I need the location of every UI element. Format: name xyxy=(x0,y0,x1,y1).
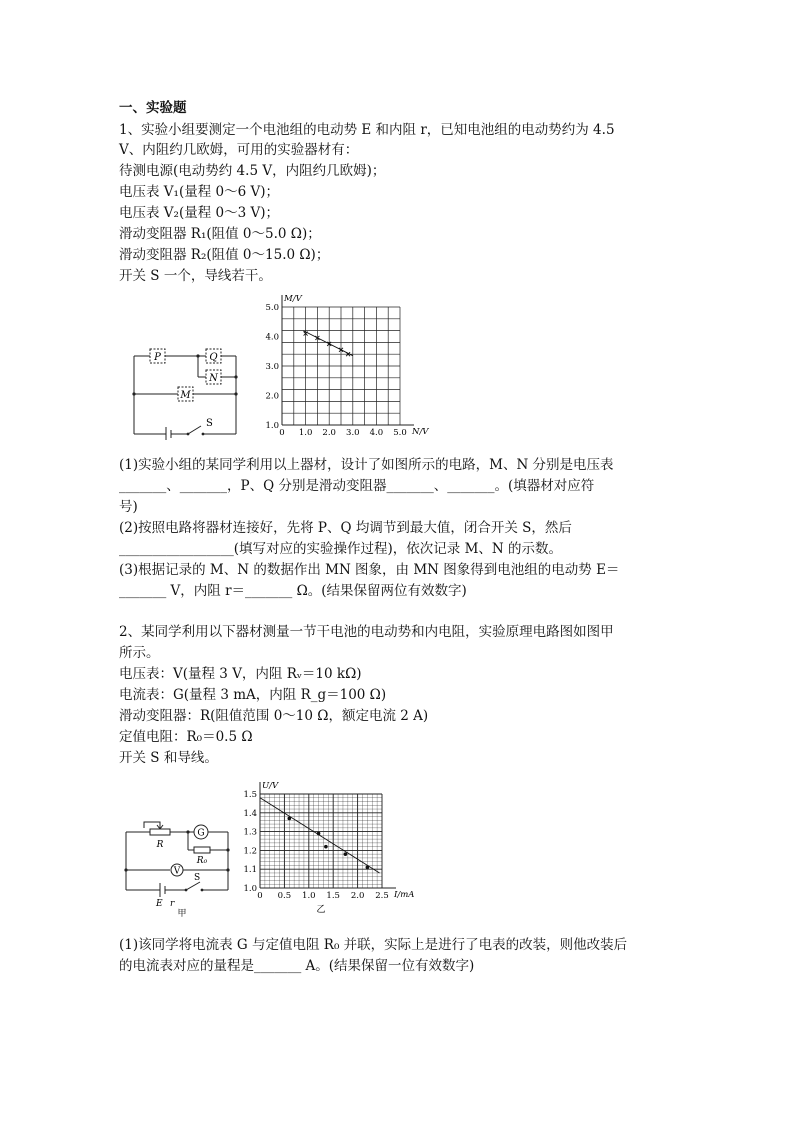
y-tick-label: 1.2 xyxy=(243,846,257,857)
label-p: P xyxy=(154,352,161,363)
x-tick-label: 1.0 xyxy=(298,428,313,438)
circuit-diagram-2 xyxy=(120,820,245,920)
x-tick-label: 4.0 xyxy=(369,428,384,438)
y-tick-label: 1.0 xyxy=(265,421,279,431)
label-m: M xyxy=(180,390,191,401)
q2-line: 2、某同学利用以下器材测量一节干电池的电动势和内电阻，实验原理电路图如图甲 xyxy=(119,624,614,640)
label-g: G xyxy=(197,828,205,839)
q1-sub-line: (3)根据记录的 M、N 的数据作出 MN 图象，由 MN 图象得到电池组的电动势 E＝ xyxy=(119,562,620,578)
q1-line: 待测电源(电动势约 4.5 V，内阻约几欧姆)； xyxy=(119,163,386,179)
x-tick-label: 2.5 xyxy=(375,891,389,901)
x-axis-label: N/V xyxy=(412,427,429,437)
q2-sub-line: 的电流表对应的量程是_______ A。(结果保留一位有效数字) xyxy=(119,958,475,974)
x-tick-label: 0.5 xyxy=(277,891,292,901)
chart-caption: 乙 xyxy=(316,905,326,915)
section-title: 一、实验题 xyxy=(119,100,187,116)
y-tick-label: 5.0 xyxy=(265,303,279,313)
q2-line: 滑动变阻器：R(阻值范围 0～10 Ω，额定电流 2 A) xyxy=(119,708,429,724)
data-point xyxy=(317,832,321,836)
q1-line: 电压表 V₂(量程 0～3 V)； xyxy=(119,205,279,221)
data-point xyxy=(287,817,291,821)
y-tick-label: 1.1 xyxy=(243,865,257,876)
q1-sub-line: _______ V，内阻 r＝_______ Ω。(结果保留两位有效数字) xyxy=(119,583,467,599)
y-tick-label: 4.0 xyxy=(265,332,279,343)
q1-sub-line: 号) xyxy=(119,499,138,515)
label-v: V xyxy=(173,866,181,877)
x-tick-label: 1.0 xyxy=(302,891,316,901)
y-tick-label: 1.4 xyxy=(243,808,257,819)
q1-line: 开关 S 一个，导线若干。 xyxy=(119,268,272,284)
x-tick-label: 5.0 xyxy=(393,428,407,438)
q1-line: 滑动变阻器 R₁(阻值 0～5.0 Ω)； xyxy=(119,226,321,242)
label-r0: R₀ xyxy=(196,856,208,866)
q2-line: 开关 S 和导线。 xyxy=(119,750,218,766)
y-axis-label: M/V xyxy=(284,295,302,304)
label-s: S xyxy=(194,873,201,883)
data-point xyxy=(366,866,370,870)
y-tick-label: 1.0 xyxy=(243,884,257,894)
q2-sub-line: (1)该同学将电流表 G 与定值电阻 R₀ 并联，实际上是进行了电表的改装，则他改装后 xyxy=(119,937,628,953)
y-tick-label: 3.0 xyxy=(265,362,279,372)
mn-chart xyxy=(255,295,435,443)
q1-line: 滑动变阻器 R₂(阻值 0～15.0 Ω)； xyxy=(119,247,330,263)
q1-sub-line: (2)按照电路将器材连接好，先将 P、Q 均调节到最大值，闭合开关 S，然后 xyxy=(119,520,572,536)
q2-line: 所示。 xyxy=(119,645,160,661)
q1-line: 1、实验小组要测定一个电池组的电动势 E 和内阻 r，已知电池组的电动势约为 4.5 xyxy=(119,122,615,138)
ui-chart xyxy=(232,780,422,920)
q1-line: V、内阻约几欧姆，可用的实验器材有： xyxy=(119,142,359,158)
x-tick-label: 3.0 xyxy=(346,428,360,438)
y-tick-label: 1.5 xyxy=(243,790,257,800)
x-axis-label: I/mA xyxy=(394,890,415,900)
x-tick-label: 1.5 xyxy=(326,891,340,901)
q2-line: 电流表：G(量程 3 mA，内阻 R_g＝100 Ω) xyxy=(119,687,387,703)
x-tick-label: 2.0 xyxy=(350,891,365,901)
label-r-internal: r xyxy=(170,899,175,909)
q1-sub-line: (1)实验小组的某同学利用以上器材，设计了如图所示的电路，M、N 分别是电压表 xyxy=(119,457,614,473)
y-axis-label: U/V xyxy=(262,781,279,791)
label-e: E xyxy=(156,899,163,909)
label-s: S xyxy=(206,418,213,429)
label-r: R xyxy=(156,840,164,850)
q2-line: 电压表：V(量程 3 V，内阻 Rᵥ＝10 kΩ) xyxy=(119,666,362,682)
x-tick-label: 0 xyxy=(279,428,285,438)
data-point xyxy=(324,845,328,849)
label-n: N xyxy=(209,373,218,384)
caption-jia: 甲 xyxy=(177,909,187,919)
q1-line: 电压表 V₁(量程 0～6 V)； xyxy=(119,184,279,200)
y-tick-label: 1.3 xyxy=(243,827,257,838)
data-point xyxy=(344,852,348,856)
x-tick-label: 2.0 xyxy=(322,428,336,438)
q1-sub-line: _________________(填写对应的实验操作过程)，依次记录 M、N 的示数。 xyxy=(119,541,563,557)
y-tick-label: 2.0 xyxy=(265,391,279,402)
circuit-diagram-1 xyxy=(128,340,243,440)
q2-line: 定值电阻：R₀＝0.5 Ω xyxy=(119,729,253,745)
x-tick-label: 0 xyxy=(257,891,263,901)
label-q: Q xyxy=(209,352,218,363)
q1-sub-line: _______、_______，P、Q 分别是滑动变阻器_______、_______。(填器材对应符 xyxy=(119,478,595,494)
